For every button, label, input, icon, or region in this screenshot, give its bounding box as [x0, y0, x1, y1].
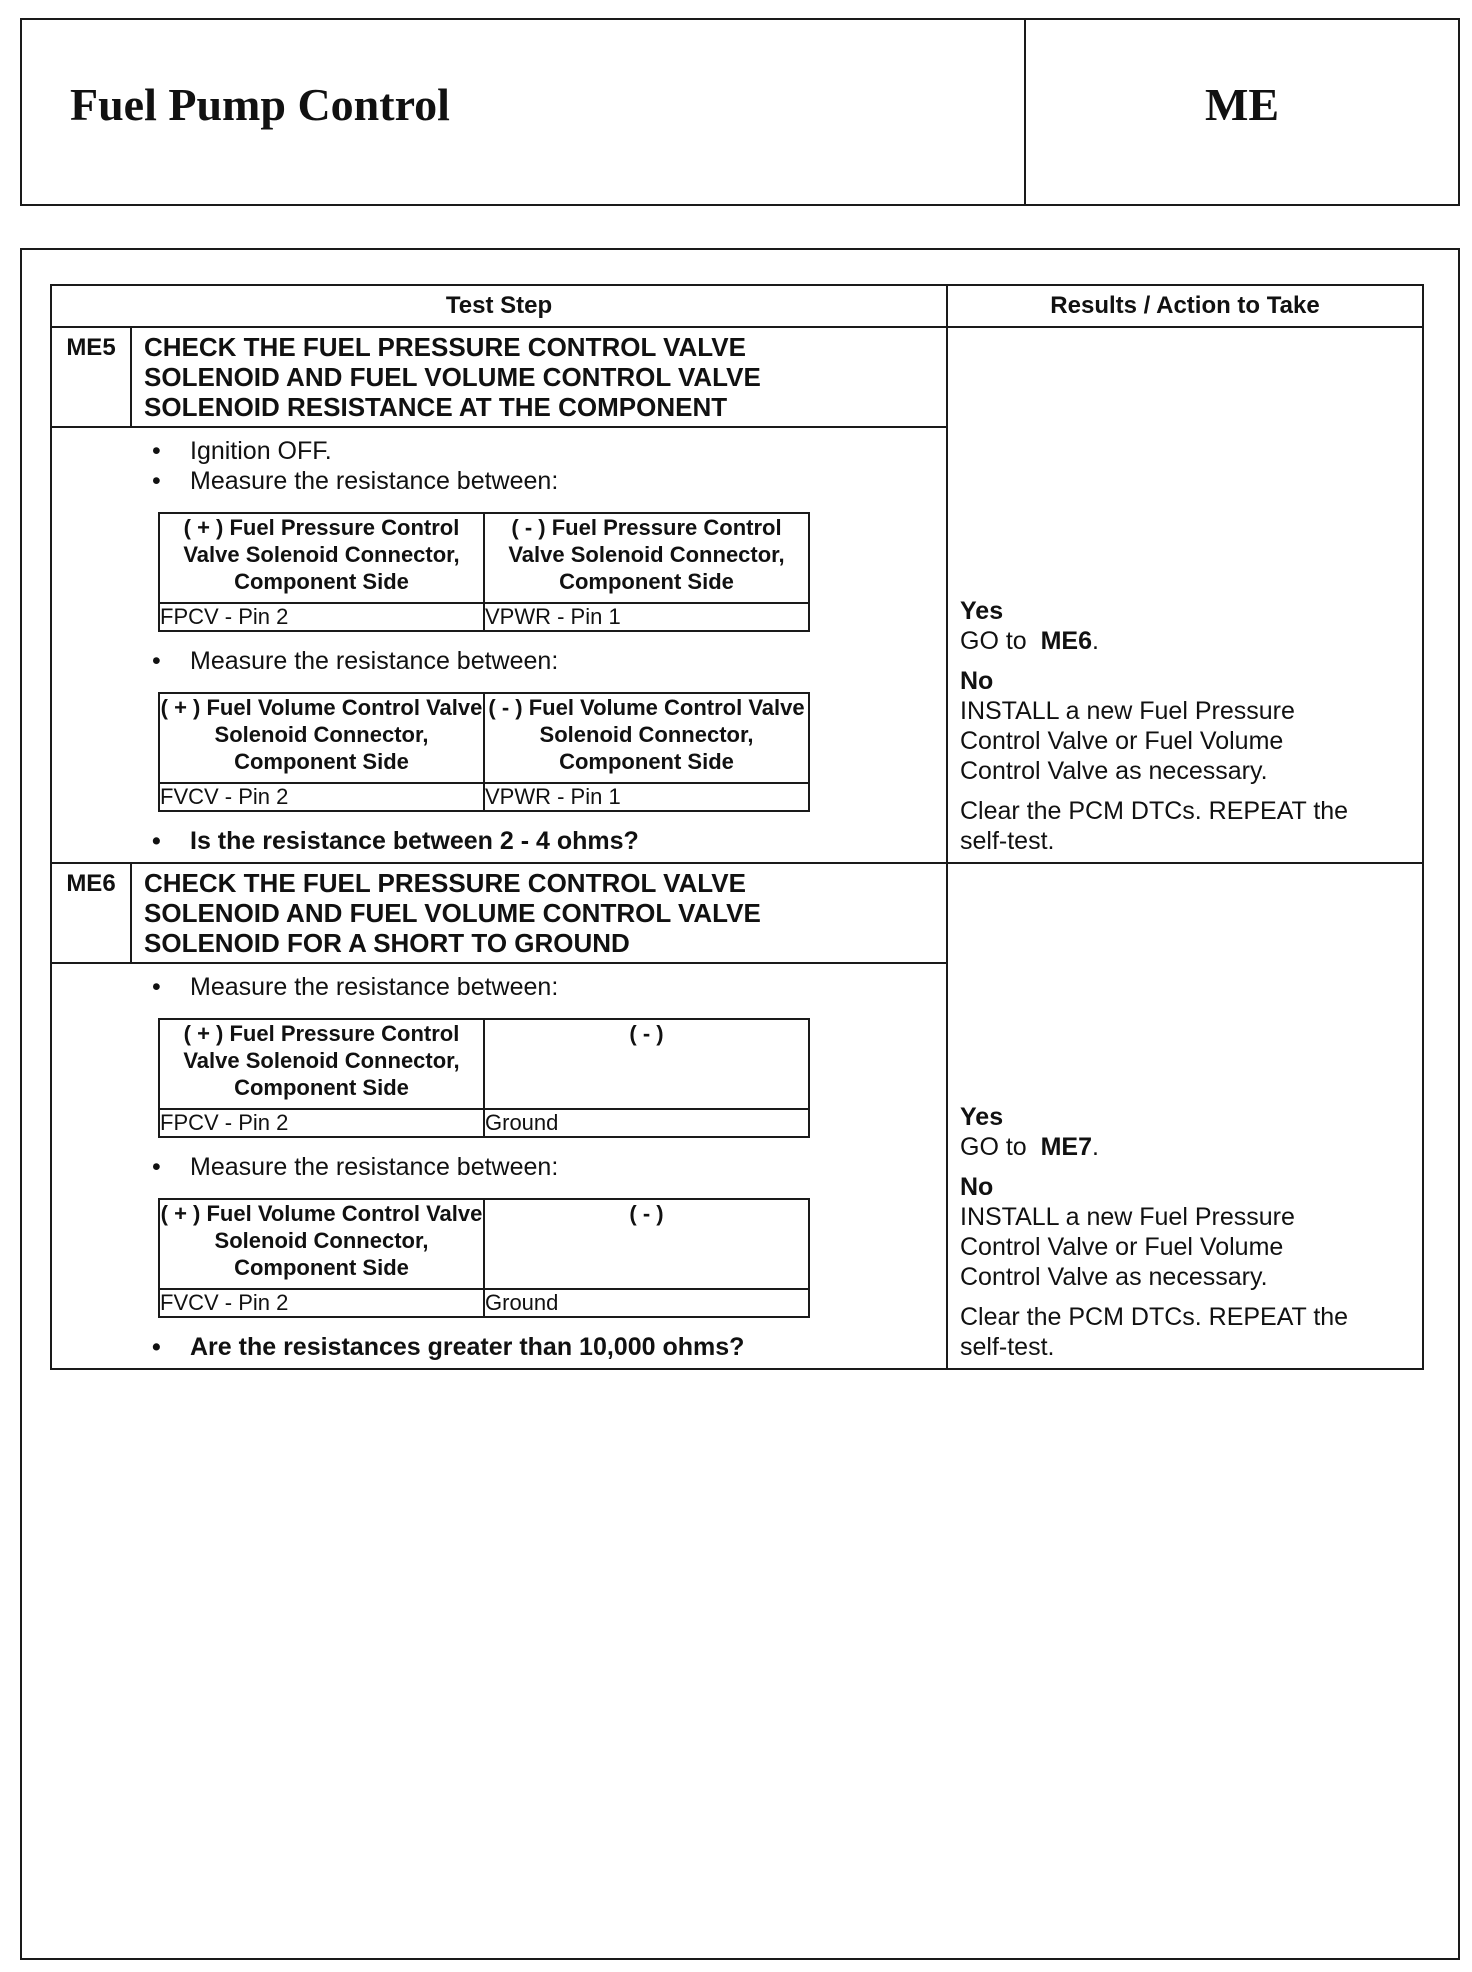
result-cell	[947, 863, 1423, 1369]
positive-lead-header: ( + ) Fuel Pressure Control Valve Solenoid Connector, Component Side	[159, 1019, 484, 1109]
measurement-table	[158, 512, 810, 632]
negative-lead-header: ( - )	[484, 1019, 809, 1109]
clear-dtc-line: self-test.	[960, 827, 1055, 855]
no-action-line: INSTALL a new Fuel Pressure	[960, 1203, 1295, 1231]
go-to-text: GO to	[960, 1133, 1027, 1161]
negative-lead-value: VPWR - Pin 1	[484, 783, 809, 811]
step-title-line: SOLENOID AND FUEL VOLUME CONTROL VALVE	[144, 898, 761, 928]
no-action-line: Control Valve or Fuel Volume	[960, 1233, 1284, 1261]
yes-label: Yes	[960, 1103, 1004, 1131]
no-action-line: INSTALL a new Fuel Pressure	[960, 697, 1295, 725]
step-bullet: • Measure the resistance between:	[52, 1152, 946, 1182]
step-title-line: SOLENOID RESISTANCE AT THE COMPONENT	[144, 392, 728, 422]
page-title: Fuel Pump Control	[70, 79, 450, 130]
step-bullet: • Measure the resistance between:	[52, 972, 946, 1002]
step-bullet: • Ignition OFF.	[52, 436, 946, 466]
clear-dtc-line: Clear the PCM DTCs. REPEAT the	[960, 797, 1349, 825]
no-action-line: Control Valve or Fuel Volume	[960, 727, 1284, 755]
clear-dtc-line: Clear the PCM DTCs. REPEAT the	[960, 1303, 1349, 1331]
negative-lead-value: Ground	[484, 1109, 809, 1137]
no-action-line: Control Valve as necessary.	[960, 1263, 1268, 1291]
step-title-line: SOLENOID AND FUEL VOLUME CONTROL VALVE	[144, 362, 761, 392]
negative-lead-header: ( - ) Fuel Pressure Control Valve Solenoid Connector, Component Side	[484, 513, 809, 603]
positive-lead-value: FPCV - Pin 2	[159, 603, 484, 631]
yes-action: GO to ME7.	[960, 1133, 1099, 1161]
no-label: No	[960, 667, 994, 695]
clear-dtc-line: self-test.	[960, 1333, 1055, 1361]
step-title	[131, 327, 947, 427]
step-title-line: CHECK THE FUEL PRESSURE CONTROL VALVE	[144, 868, 746, 898]
measurement-table	[158, 1198, 810, 1318]
negative-lead-value: VPWR - Pin 1	[484, 603, 809, 631]
negative-lead-header: ( - ) Fuel Volume Control Valve Solenoid Connector, Component Side	[484, 693, 809, 783]
positive-lead-value: FPCV - Pin 2	[159, 1109, 484, 1137]
results-header: Results / Action to Take	[947, 285, 1423, 327]
positive-lead-value: FVCV - Pin 2	[159, 1289, 484, 1317]
result-cell	[947, 327, 1423, 863]
go-to-target: ME6	[1040, 627, 1092, 655]
step-question: • Are the resistances greater than 10,000 ohms?	[52, 1332, 946, 1362]
step-title-line: CHECK THE FUEL PRESSURE CONTROL VALVE	[144, 332, 746, 362]
negative-lead-header: ( - )	[484, 1199, 809, 1289]
go-to-target: ME7	[1040, 1133, 1092, 1161]
positive-lead-header: ( + ) Fuel Pressure Control Valve Solenoid Connector, Component Side	[159, 513, 484, 603]
yes-action: GO to ME6.	[960, 627, 1099, 655]
step-title-row	[51, 327, 1423, 427]
negative-lead-value: Ground	[484, 1289, 809, 1317]
step-bullet: • Measure the resistance between:	[52, 646, 946, 676]
no-label: No	[960, 1173, 994, 1201]
section-code: ME	[1204, 79, 1280, 130]
measurement-table	[158, 692, 810, 812]
step-question: • Is the resistance between 2 - 4 ohms?	[52, 826, 946, 856]
positive-lead-header: ( + ) Fuel Volume Control Valve Solenoid Connector, Component Side	[159, 1199, 484, 1289]
positive-lead-value: FVCV - Pin 2	[159, 783, 484, 811]
step-id: ME5	[51, 327, 131, 427]
test-step-header: Test Step	[51, 285, 947, 327]
positive-lead-header: ( + ) Fuel Volume Control Valve Solenoid Connector, Component Side	[159, 693, 484, 783]
step-body	[51, 427, 947, 863]
step-bullet: • Measure the resistance between:	[52, 466, 946, 496]
step-title-row	[51, 863, 1423, 963]
step-title-line: SOLENOID FOR A SHORT TO GROUND	[144, 928, 630, 958]
go-to-text: GO to	[960, 627, 1027, 655]
step-id: ME6	[51, 863, 131, 963]
table-header-row	[51, 285, 1423, 327]
step-title	[131, 863, 947, 963]
step-body	[51, 963, 947, 1369]
test-step-table	[50, 284, 1424, 1370]
measurement-table	[158, 1018, 810, 1138]
no-action-line: Control Valve as necessary.	[960, 757, 1268, 785]
header-box	[20, 18, 1460, 206]
yes-label: Yes	[960, 597, 1004, 625]
